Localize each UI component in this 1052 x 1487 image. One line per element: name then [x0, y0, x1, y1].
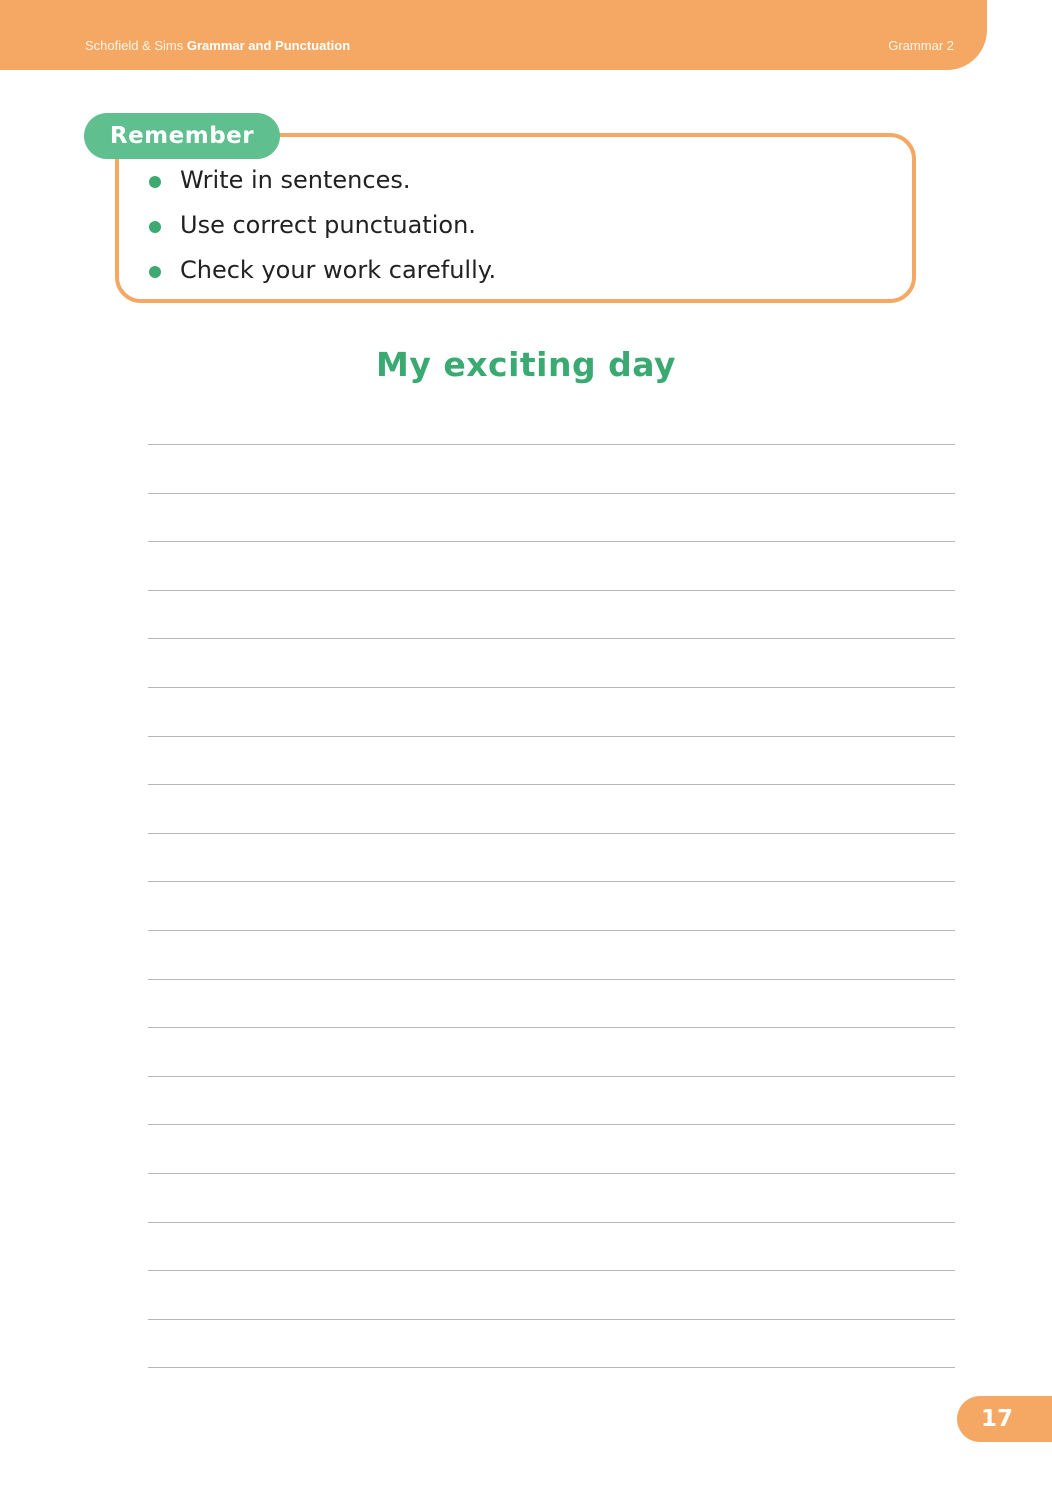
writing-line — [148, 1076, 955, 1077]
remember-list — [148, 160, 496, 295]
writing-line — [148, 1027, 955, 1028]
writing-line — [148, 444, 955, 445]
writing-line — [148, 736, 955, 737]
writing-line — [148, 687, 955, 688]
writing-line — [148, 1270, 955, 1271]
publisher-name: Schofield & Sims — [85, 38, 184, 53]
series-name: Grammar and Punctuation — [186, 38, 351, 53]
writing-line — [148, 1367, 955, 1368]
remember-item-text: Use correct punctuation. — [180, 211, 476, 239]
bullet-dot-icon — [149, 221, 161, 233]
writing-line — [148, 1173, 955, 1174]
writing-line — [148, 638, 955, 639]
writing-line — [148, 1222, 955, 1223]
remember-item-text: Check your work carefully. — [180, 256, 497, 284]
writing-line — [148, 833, 955, 834]
writing-line — [148, 881, 955, 882]
page-number: 17 — [981, 1406, 1014, 1432]
remember-label: Remember — [84, 113, 280, 159]
remember-item — [148, 250, 496, 295]
bullet-dot-icon — [149, 176, 161, 188]
page-title: My exciting day — [376, 345, 676, 384]
writing-line — [148, 493, 955, 494]
remember-item-text: Write in sentences. — [180, 166, 411, 194]
book-name: Grammar 2 — [888, 38, 954, 53]
writing-line — [148, 590, 955, 591]
remember-item — [148, 160, 496, 205]
writing-line — [148, 541, 955, 542]
writing-line — [148, 784, 955, 785]
writing-line — [148, 1319, 955, 1320]
header-bar — [0, 0, 987, 70]
writing-line — [148, 930, 955, 931]
writing-line — [148, 979, 955, 980]
writing-line — [148, 1124, 955, 1125]
header-publisher-series — [85, 38, 350, 53]
page-number-tab — [957, 1396, 1052, 1442]
remember-item — [148, 205, 496, 250]
bullet-dot-icon — [149, 266, 161, 278]
